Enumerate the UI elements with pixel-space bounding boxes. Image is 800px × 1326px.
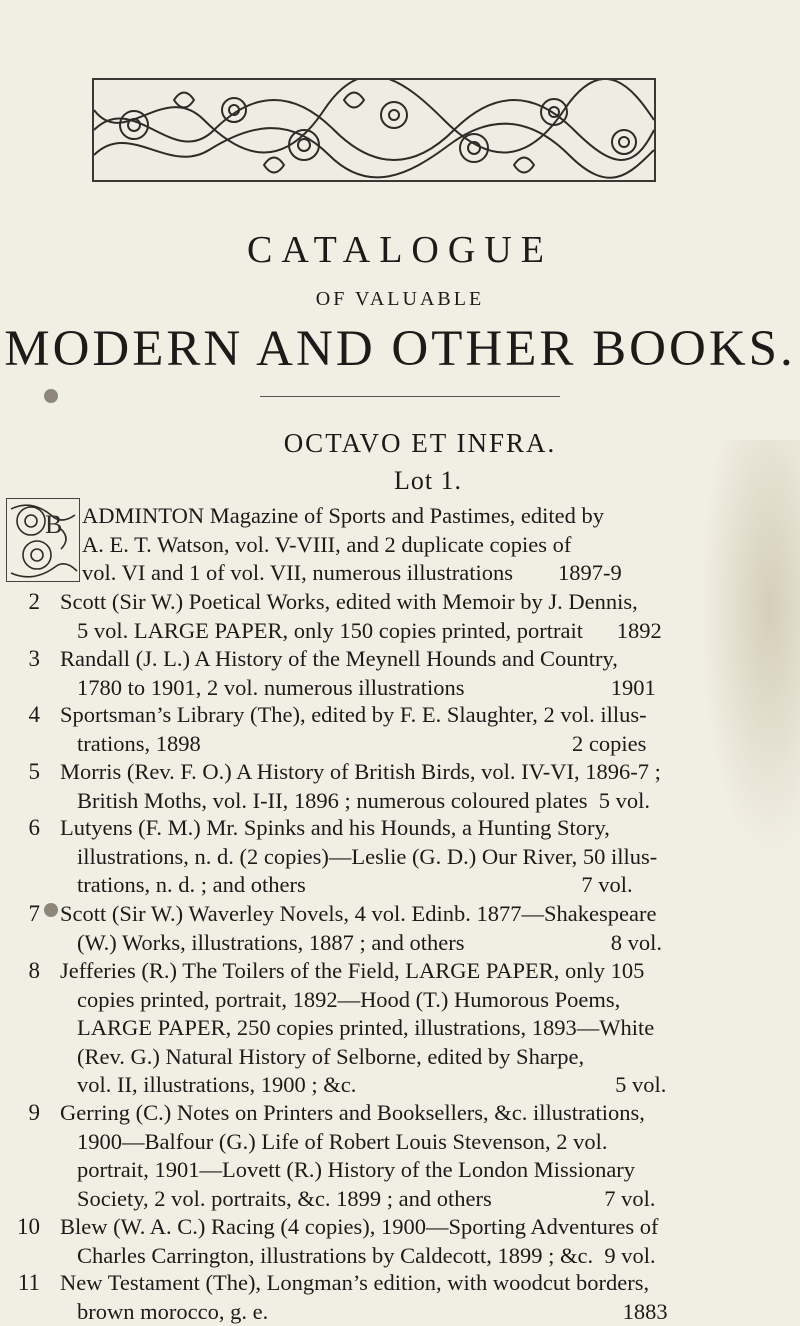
lot-description-line: Scott (Sir W.) Poetical Works, edited with Memoir by J. Dennis, xyxy=(60,589,638,614)
lot-description-line: Morris (Rev. F. O.) A History of British Birds, vol. IV-VI, 1896-7 ; xyxy=(60,759,661,784)
lot-label: Lot 1. xyxy=(393,466,463,495)
lot-description-line: Society, 2 vol. portraits, &c. 1899 ; and others 7 vol. xyxy=(77,1185,656,1211)
floral-ornament-icon xyxy=(94,80,654,180)
lot-description-line: Sportsman’s Library (The), edited by F. E. Slaughter, 2 vol. illus- xyxy=(60,702,647,727)
decorated-initial-b xyxy=(6,498,80,582)
paper-blemish xyxy=(44,903,58,917)
catalogue-heading: CATALOGUE xyxy=(247,229,553,271)
lot-number: 4 xyxy=(28,702,40,727)
lot-description-line: trations, 1898 2 copies xyxy=(77,730,647,756)
lot-description-line: copies printed, portrait, 1892—Hood (T.) Humorous Poems, xyxy=(77,986,621,1012)
lot-description-line: Randall (J. L.) A History of the Meynell Hounds and Country, xyxy=(60,646,618,671)
lot-description-line: A. E. T. Watson, vol. V-VIII, and 2 duplicate copies of xyxy=(82,531,572,557)
lot-description-line: 1780 to 1901, 2 vol. numerous illustrations 1901 xyxy=(77,674,656,700)
lot-description-line: British Moths, vol. I-II, 1896 ; numerous coloured plates 5 vol. xyxy=(77,787,651,813)
lot-description-line: portrait, 1901—Lovett (R.) History of the London Missionary xyxy=(77,1157,636,1182)
lot-number: 11 xyxy=(17,1270,40,1295)
lot-description-line: vol. II, illustrations, 1900 ; &c. 5 vol. xyxy=(77,1072,667,1097)
lot-description-line: LARGE PAPER, 250 copies printed, illustrations, 1893—White xyxy=(77,1015,655,1040)
lot-number: 2 xyxy=(28,589,40,614)
decorative-headpiece xyxy=(92,78,656,182)
lot-description-line: Jefferies (R.) The Toilers of the Field, LARGE PAPER, only 105 xyxy=(60,958,645,983)
lot-description-line: (Rev. G.) Natural History of Selborne, edited by Sharpe, xyxy=(77,1043,585,1069)
lot-description-line: trations, n. d. ; and others 7 vol. xyxy=(77,872,633,897)
subheading: OF VALUABLE xyxy=(315,288,485,310)
lot-number: 8 xyxy=(28,958,40,983)
lot-description-line: vol. VI and 1 of vol. VII, numerous illustrations 1897-9 xyxy=(82,560,622,585)
lot-description-line: 1900—Balfour (G.) Life of Robert Louis Stevenson, 2 vol. xyxy=(77,1128,608,1154)
lot-description-line: ADMINTON Magazine of Sports and Pastimes, edited by xyxy=(82,503,605,528)
paper-stain xyxy=(700,440,800,860)
ornamental-initial-icon xyxy=(7,499,79,581)
lot-description-line: Gerring (C.) Notes on Printers and Booksellers, &c. illustrations, xyxy=(60,1100,645,1125)
lot-number: 7 xyxy=(28,901,40,926)
paper-blemish xyxy=(44,389,58,403)
lot-description-line: Scott (Sir W.) Waverley Novels, 4 vol. Edinb. 1877—Shakespeare xyxy=(60,901,657,926)
lot-description-line: Lutyens (F. M.) Mr. Spinks and his Hounds, a Hunting Story, xyxy=(60,815,610,840)
divider xyxy=(260,396,560,397)
lot-number: 9 xyxy=(28,1100,40,1125)
lot-description-line: brown morocco, g. e. 1883 xyxy=(77,1298,668,1324)
lot-number: 3 xyxy=(28,646,40,671)
lot-description-line: illustrations, n. d. (2 copies)—Leslie (G. D.) Our River, 50 illus- xyxy=(77,843,658,869)
page-title: MODERN AND OTHER BOOKS. xyxy=(4,321,796,377)
lot-description-line: New Testament (The), Longman’s edition, with woodcut borders, xyxy=(60,1270,650,1295)
section-heading: OCTAVO ET INFRA. xyxy=(283,428,557,458)
lot-number: 5 xyxy=(28,759,40,784)
lot-number: 6 xyxy=(28,815,40,840)
lot-description-line: (W.) Works, illustrations, 1887 ; and others 8 vol. xyxy=(77,929,663,955)
lot-description-line: Charles Carrington, illustrations by Caldecott, 1899 ; &c. 9 vol. xyxy=(77,1242,656,1268)
lot-description-line: 5 vol. LARGE PAPER, only 150 copies printed, portrait 1892 xyxy=(77,617,662,643)
lot-number: 10 xyxy=(17,1214,40,1239)
lot-description-line: Blew (W. A. C.) Racing (4 copies), 1900—Sporting Adventures of xyxy=(60,1214,659,1239)
svg-text:B: B xyxy=(45,510,63,539)
